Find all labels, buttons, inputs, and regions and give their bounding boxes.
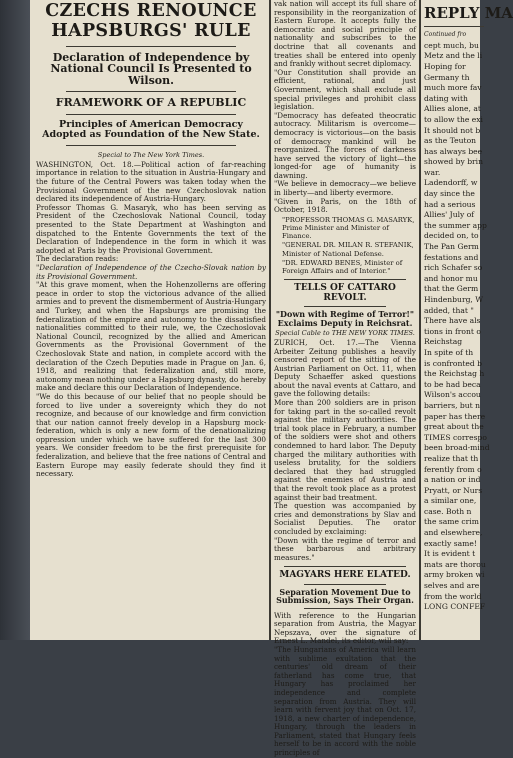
divider — [66, 46, 236, 47]
text-line: paper has there — [424, 411, 486, 421]
text-line: rich Schafer so — [424, 263, 483, 273]
text-line: decided on, to — [424, 231, 479, 241]
article-paragraph: WASHINGTON, Oct. 18.—Political action of far-reaching importance in relation to the situation in Austria-Hungary and the future of the Central Powers was taken today when the Provisional Government of the new Czechoslovak nation declared its independence of Austria-Hungary. — [36, 159, 266, 204]
text-line: to be had beca — [424, 379, 481, 389]
text-line: the Reichstag h — [424, 369, 485, 379]
headline-czechs: CZECHS RENOUNCE — [45, 1, 257, 21]
divider — [304, 306, 386, 307]
article-paragraph: "We believe in democracy—we believe in liberty—and liberty evermore. — [274, 179, 416, 198]
text-line: much more fav — [424, 83, 482, 93]
text-line: has always bee — [424, 146, 483, 156]
text-line: Metz and the li — [424, 51, 483, 61]
text-line: It is evident t — [424, 549, 476, 559]
deck-cattaro: "Down with Regime of Terror!" Exclaims Deputy in Reichsrat. — [275, 309, 415, 328]
byline: Special Cable to THE NEW YORK TIMES. — [275, 328, 415, 337]
text-line: In spite of th — [424, 347, 474, 357]
text-line: Allies' July of — [424, 210, 475, 220]
divider — [424, 26, 484, 27]
text-line: a similar one, — [424, 496, 477, 506]
headline-cattaro: TELLS OF CATTARO REVOLT. — [294, 283, 396, 303]
text-line: festations and — [424, 252, 479, 262]
article-paragraph: ZURICH, Oct. 17.—The Vienna Arbeiter Zeitung publishes a heavily censored report of the sitting of the Austrian Parliament on Oct. 11, when Deputy Schaeffer asked questions about the naval events at Cattaro, and gave the following details: — [274, 337, 416, 399]
article-paragraph: "The Hungarians of America will learn with sublime exultation that the centuries' old dream of their fatherland has come true, that Hungary has proclaimed her independence and complete separation from Austria. They will learn with fervent joy that on Oct. 17, 1918, a new charter of independence, Hungary, through the leaders in Parliament, stated that Hungary feels herself to be in accord with the noble principles of — [274, 644, 416, 758]
text-line: from the world — [424, 591, 482, 601]
binding-edge — [0, 0, 30, 640]
text-line: to allow the exi — [424, 114, 483, 124]
text-line: case. Both n — [424, 506, 472, 516]
text-line: great about the — [424, 422, 484, 432]
text-line: Germany th — [424, 72, 470, 82]
text-line: Hindenburg, W — [424, 295, 484, 304]
headline-magyars: MAGYARS HERE ELATED. — [279, 570, 411, 581]
column-continuation-and-briefs — [274, 0, 416, 758]
signature-line: "GENERAL DR. MILAN R. STEFANIK, Minister of National Defense. — [282, 241, 414, 258]
article-paragraph: "We do this because of our belief that no people should be forced to live under a sovereignty which they do not recognize, and because of our knowledge and firm conviction that our nation cannot freely develop in a Hapsburg mock-federation, which is only a new form of the denationalizing oppression under which we have suffered for the last 300 years. We consider freedom to be the first prerequisite for federalization, and believe that the free nations of Central and Eastern Europe may easily federate should they find it necessary. — [36, 391, 266, 479]
text-line: Allies alone, at — [424, 104, 481, 114]
text-line: had a serious — [424, 199, 476, 209]
text-line: exactly same! — [424, 538, 477, 548]
article-paragraph: "Down with the regime of terror and these barbarous and arbitrary measures." — [274, 535, 416, 562]
signature-line: "PROFESSOR THOMAS G. MASARYK, Prime Minister and Minister of Finance. — [282, 215, 415, 241]
text-line: Reichstag — [424, 337, 463, 347]
text-line: the summer app — [424, 220, 487, 230]
text-line: and honor mu — [424, 273, 478, 283]
divider — [66, 114, 236, 115]
divider — [304, 584, 386, 585]
text-line: selves and are — [424, 581, 480, 591]
text-line: Hoping for — [424, 61, 466, 71]
text-line: barriers, but n — [424, 400, 481, 410]
article-paragraph: vak nation will accept its full share of responsibility in the reorganization of Eastern Europe. It accepts fully the democratic and social principle of nationality and subscribes to the doctrine that all covenants and treaties shall be entered into openly and frankly without secret diplomacy. — [274, 0, 416, 69]
text-line: TIMES correspo — [424, 432, 487, 442]
divider — [66, 145, 236, 146]
text-line: been broad-mind — [424, 443, 490, 453]
text-line: Pryatt, or Nurs — [424, 485, 483, 495]
divider — [304, 608, 386, 609]
text-line: dating with — [424, 93, 468, 103]
text-line: showed by brin — [424, 157, 484, 167]
text-line: the same crim — [424, 517, 479, 527]
divider — [284, 279, 406, 280]
text-line: war. — [424, 167, 441, 177]
text-line: that the Germ — [424, 284, 479, 294]
text-line: ferently from o — [424, 464, 482, 474]
cut-text-lines — [424, 40, 490, 613]
article-paragraph: The declaration reads: — [36, 254, 119, 264]
text-line: There have als — [424, 316, 481, 326]
column-reply-article — [424, 0, 513, 613]
article-paragraph: Professor Thomas G. Masaryk, who has been serving as President of the Czechoslovak National Council, today presented to the State Department at Washington and dispatched to the Entente Governments the text of the Declaration of Independence in the form in which it was adopted at Paris by the Provisional Government. — [36, 202, 266, 255]
text-line: and elsewhere, — [424, 528, 483, 538]
deck-declaration: Declaration of Independence by National Council Is Presented to Wilson. — [50, 50, 252, 87]
deck-framework: FRAMEWORK OF A REPUBLIC — [55, 96, 247, 110]
text-line: The Pan Germ — [424, 242, 479, 252]
text-line: mats are thorou — [424, 559, 486, 569]
byline: Special to The New York Times. — [97, 150, 205, 159]
signature-line: "DR. EDWARD BENES, Minister of Foreign Affairs and of Interior." — [282, 258, 403, 276]
deck-principles: Principles of American Democracy Adopted as Foundation of the New State. — [42, 118, 260, 140]
column-rule — [269, 0, 271, 640]
continued-note: Continued fro — [424, 30, 467, 38]
newspaper-page — [30, 0, 513, 758]
deck-magyars: Separation Movement Due to Submission, Says Their Organ. — [276, 586, 414, 606]
headline-reply: REPLY MA — [424, 4, 513, 22]
article-paragraph: "Given in Paris, on the 18th of October, 1918. — [274, 196, 416, 215]
article-paragraph: More than 200 soldiers are in prison for taking part in the so-called revolt against the military authorities. The trial took place in February, a number of the soldiers were shot and others condemned to hard labor. The Deputy charged the military authorities with useless brutality, for the soldiers declared that they had struggled against the enemies of Austria and that the revolt took place as a protest against their bad treatment. — [274, 398, 416, 502]
text-line: Ladendorff, w — [424, 178, 478, 188]
text-line: army broken wi — [424, 570, 485, 580]
article-paragraph: "At this grave moment, when the Hohenzollerns are offering peace in order to stop the victorious advance of the allied armies and to prevent the dismemberment of Austria-Hungary and Turkey, and when the Hapsburgs are promising the federalization of the empire and autonomy to the dissatisfied nationalities committed to their rule, we, the Czechoslovak National Council, recognized by the allied and American Governments as the Provisional Government of the Czechoslovak State and nation, in complete accord with the declaration of the Czech Deputies made in Prague on Jan. 6, 1918, and realizing that federalization and, still more, autonomy mean nothing under a Hapsburg dynasty, do hereby make and declare this our Declaration of Independence. — [36, 280, 266, 393]
text-line: LONG CONFEF — [424, 602, 486, 612]
text-line: realize that th — [424, 453, 479, 463]
headline-hapsburgs: HAPSBURGS' RULE — [51, 21, 251, 42]
text-line: added, that " — [424, 305, 474, 315]
article-paragraph: The question was accompanied by cries and demonstrations by Slav and Socialist Deputies. The orator concluded by exclaiming: — [274, 501, 416, 536]
text-line: is confronted b — [424, 358, 483, 368]
article-paragraph: With reference to the Hungarian separation from Austria, the Magyar Nepszava, over the signature of Ernest L. Mandel, its editor, will say: — [274, 610, 416, 646]
article-paragraph: "Our Constitution shall provide an efficient, rational, and just Government, which shall exclude all special privileges and prohibit class legislation. — [274, 67, 416, 112]
article-paragraph: "Democracy has defeated theocratic autocracy. Militarism is overcome—democracy is victorious—on the basis of democracy mankind will be reorganized. The forces of darkness have served the victory of light—the longed-for age of humanity is dawning. — [274, 110, 416, 180]
article-paragraph: "Declaration of Independence of the Czecho-Slovak nation by its Provisional Government. — [36, 263, 266, 281]
column-czechs-article — [36, 0, 266, 479]
text-line: It should not b — [424, 125, 481, 135]
divider — [284, 566, 406, 567]
text-line: as the Teuton — [424, 136, 477, 146]
divider — [66, 91, 236, 92]
text-line: tions in front o — [424, 326, 481, 336]
text-line: day since the — [424, 189, 475, 199]
column-rule — [419, 0, 421, 640]
text-line: Wilson's accou — [424, 390, 481, 400]
text-line: a nation or ind — [424, 475, 481, 485]
text-line: cept much, bu — [424, 40, 479, 50]
